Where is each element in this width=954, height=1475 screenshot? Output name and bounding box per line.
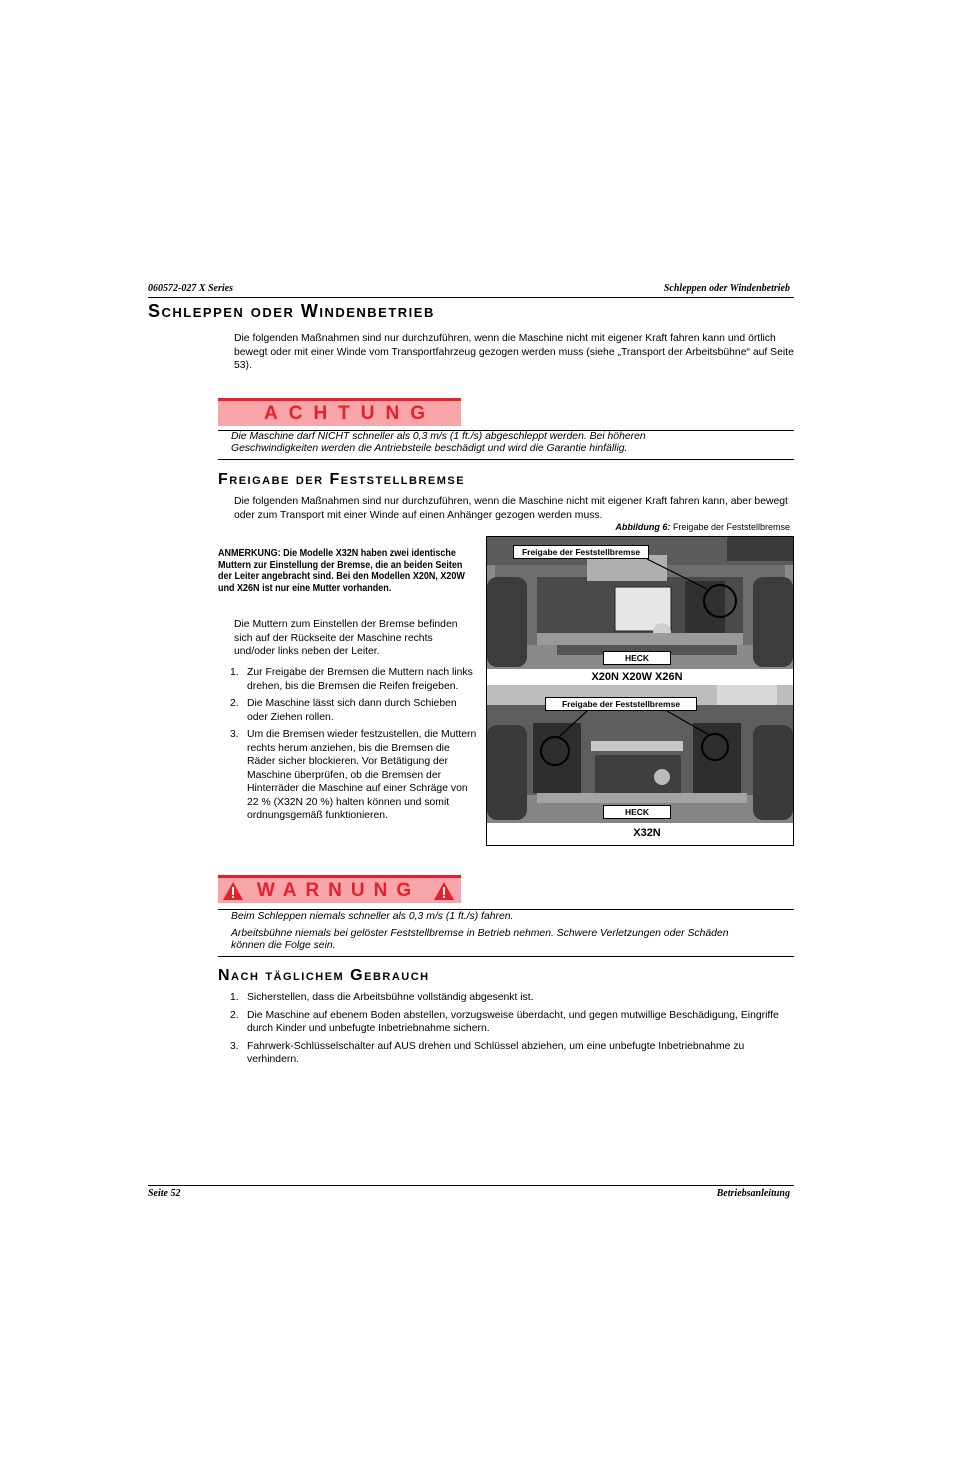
photo-x32n [487,685,793,823]
footer-rule [148,1185,794,1186]
warning-word: WARNUNG [256,879,421,901]
brake-intro: Die folgenden Maßnahmen sind nur durchzuführen, wenn die Maschine nicht mit eigener Kraft fahren kann, aber bewegt oder zum Transport mit einer Winde auf einen Anhänger gezogen werden muss. [234,496,788,521]
section-title-towing: Schleppen oder Windenbetrieb [148,301,435,321]
header-rule [148,297,794,298]
note-label: ANMERKUNG: [218,548,281,559]
after-use-steps-list [218,991,794,1067]
list-item: 2. Die Maschine lässt sich dann durch Schieben oder Ziehen rollen. [230,698,457,723]
header-doc-id: 060572-027 X Series [148,283,233,294]
footer-page-number: Seite 52 [148,1188,181,1199]
top-heck-label: HECK [603,651,671,665]
step-text: Sicherstellen, dass die Arbeitsbühne vollständig abgesenkt ist. [247,992,534,1003]
bottom-heck-label: HECK [603,805,671,819]
list-item: 3. Um die Bremsen wieder festzustellen, die Muttern rechts herum anziehen, bis die Bremsen die Räder sicher blockieren. Vor Betätigung der Maschine überprüfen, ob die Bremsen der Hinterräder die Maschine auf einer Schräge von 22 % (X32N 20 %) halten können und somit ordnungsgemäß funktionieren. [230,729,477,821]
section-title-brake-release: Freigabe der Feststellbremse [218,471,466,488]
page-header [148,283,790,294]
list-item: 2. Die Maschine auf ebenem Boden abstellen, vorzugsweise überdacht, und gegen mutwillige Beschädigung, Eingriffe durch Kinder und unbefugte Inbetriebnahme sichern. [230,1009,779,1034]
figure-caption-text: Freigabe der Feststellbremse [672,522,790,532]
list-item: 3. Fahrwerk-Schlüsselschalter auf AUS drehen und Schlüssel abziehen, um eine unbefugte Inbetriebnahme zu verhindern. [230,1040,745,1065]
step-text: Die Maschine lässt sich dann durch Schieben oder Ziehen rollen. [247,698,457,723]
step-text: Zur Freigabe der Bremsen die Muttern nach links drehen, bis die Bremsen die Reifen freigeben. [247,667,473,692]
towing-intro: Die folgenden Maßnahmen sind nur durchzuführen, wenn die Maschine nicht mit eigener Kraft fahren kann und örtlich bewegt oder mit einer Winde vom Transportfahrzeug gezogen werden muss (siehe „Transport der Arbeitsbühne“ auf Seite 53). [234,333,794,371]
step-text: Die Maschine auf ebenem Boden abstellen, vorzugsweise überdacht, und gegen mutwillige Beschädigung, Eingriffe durch Kinder und unbefugte Inbetriebnahme sichern. [247,1009,779,1034]
top-models-label: X20N X20W X26N [591,671,683,683]
warning-rule-bottom [218,956,794,957]
header-section: Schleppen oder Windenbetrieb [663,283,790,294]
figure-caption [486,522,790,532]
bottom-callout-label: Freigabe der Feststellbremse [545,697,697,711]
caution-text: Die Maschine darf NICHT schneller als 0,3 m/s (1 ft./s) abgeschleppt werden. Bei höheren Geschwindigkeiten werden die Antriebsteile beschädigt und wird die Garantie hinfällig. [231,431,646,454]
caution-rule-bottom [218,459,794,460]
caution-word: ACHTUNG [264,402,436,424]
brake-steps-list [218,666,480,823]
top-callout-label: Freigabe der Feststellbremse [513,545,649,559]
warning-triangle-icon [222,881,244,901]
note-block [218,548,474,594]
list-item: 1. Zur Freigabe der Bremsen die Muttern nach links drehen, bis die Bremsen die Reifen freigeben. [230,667,473,692]
caution-banner [218,398,461,426]
bottom-models-label: X32N [633,827,661,839]
step-text: Um die Bremsen wieder festzustellen, die Muttern rechts herum anziehen, bis die Bremsen die Räder sicher blockieren. Vor Betätigung der Maschine überprüfen, ob die Bremsen der Hinterräder die Maschine auf einer Schräge von 22 % (X32N 20 %) halten können und somit ordnungsgemäß funktionieren. [247,729,477,821]
warning-banner [218,875,461,903]
figure-brake-release [486,536,794,846]
warning-line-1: Beim Schleppen niemals schneller als 0,3 m/s (1 ft./s) fahren. [231,911,514,922]
warning-triangle-icon [433,881,455,901]
footer-doc-title: Betriebsanleitung [716,1188,790,1199]
list-item: 1. Sicherstellen, dass die Arbeitsbühne vollständig abgesenkt ist. [230,992,534,1003]
brake-location-paragraph: Die Muttern zum Einstellen der Bremse befinden sich auf der Rückseite der Maschine rechts und/oder links neben der Leiter. [234,619,458,657]
step-text: Fahrwerk-Schlüsselschalter auf AUS drehen und Schlüssel abziehen, um eine unbefugte Inbetriebnahme zu verhindern. [247,1040,745,1065]
section-title-after-use: Nach täglichem Gebrauch [218,967,430,984]
page-footer [148,1188,790,1199]
warning-line-2: Arbeitsbühne niemals bei gelöster Feststellbremse in Betrieb nehmen. Schwere Verletzungen oder Schäden können die Folge sein. [231,928,729,951]
photo-x20n-x20w-x26n [487,537,793,669]
warning-rule-top [218,909,794,910]
note-text: Die Modelle X32N haben zwei identische Muttern zur Einstellung der Bremse, die an beiden Seiten der Leiter angebracht sind. Bei den Modellen X20N, X20W und X26N ist nur eine Mutter vorhanden. [218,548,465,594]
figure-caption-label: Abbildung 6: [615,522,671,532]
